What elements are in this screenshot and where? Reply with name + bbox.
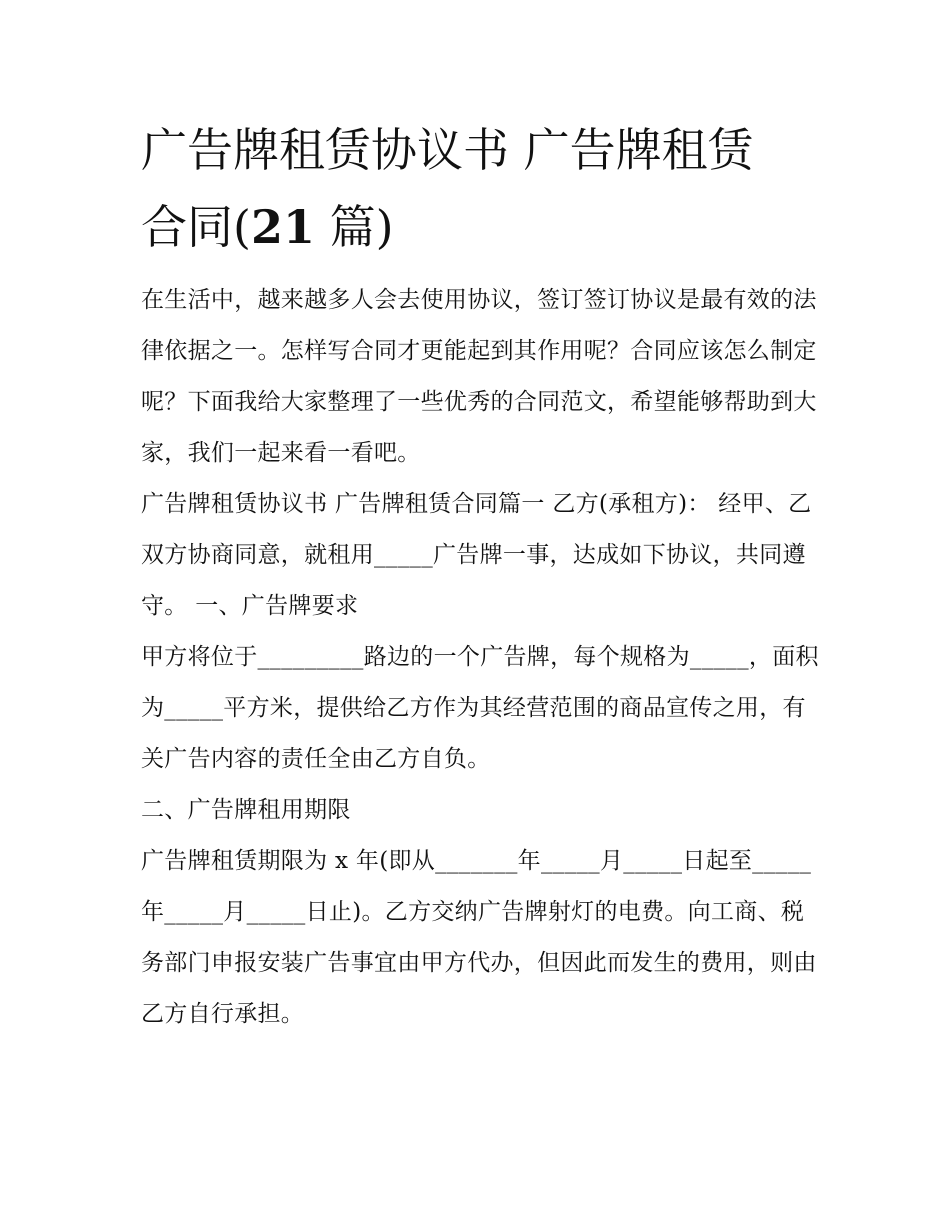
contract-opening-paragraph: 广告牌租赁协议书 广告牌租赁合同篇一 乙方(承租方)： 经甲、乙双方协商同意，就租用_____广告牌一事，达成如下协议，共同遵守。 一、广告牌要求 — [141, 491, 812, 619]
title-article-count: 21 — [250, 200, 315, 254]
title-line-1: 广告牌租赁协议书 广告牌租赁 — [141, 123, 754, 177]
intro-paragraph: 在生活中，越来越多人会去使用协议，签订签订协议是最有效的法律依据之一。怎样写合同才更能起到其作用呢？合同应该怎么制定呢？下面我给大家整理了一些优秀的合同范文，希望能够帮助到大家，我们一起来看一看吧。 — [141, 287, 817, 466]
document-body — [141, 112, 821, 1040]
document-title — [141, 112, 821, 266]
section-heading-lease-term: 二、广告牌租用期限 — [141, 797, 351, 823]
title-line-2-end: 篇) — [314, 200, 394, 254]
lease-term-paragraph: 广告牌租赁期限为 x 年(即从_______年_____月_____日起至_____年_____月_____日止)。乙方交纳广告牌射灯的电费。向工商、税务部门申报安装广告事宜由甲方代办，但因此而发生的费用，则由乙方自行承担。 — [141, 848, 817, 1027]
billboard-location-paragraph: 甲方将位于_________路边的一个广告牌，每个规格为_____，面积为_____平方米，提供给乙方作为其经营范围的商品宣传之用，有关广告内容的责任全由乙方自负。 — [141, 644, 819, 772]
title-line-2-start: 合同( — [141, 200, 251, 254]
